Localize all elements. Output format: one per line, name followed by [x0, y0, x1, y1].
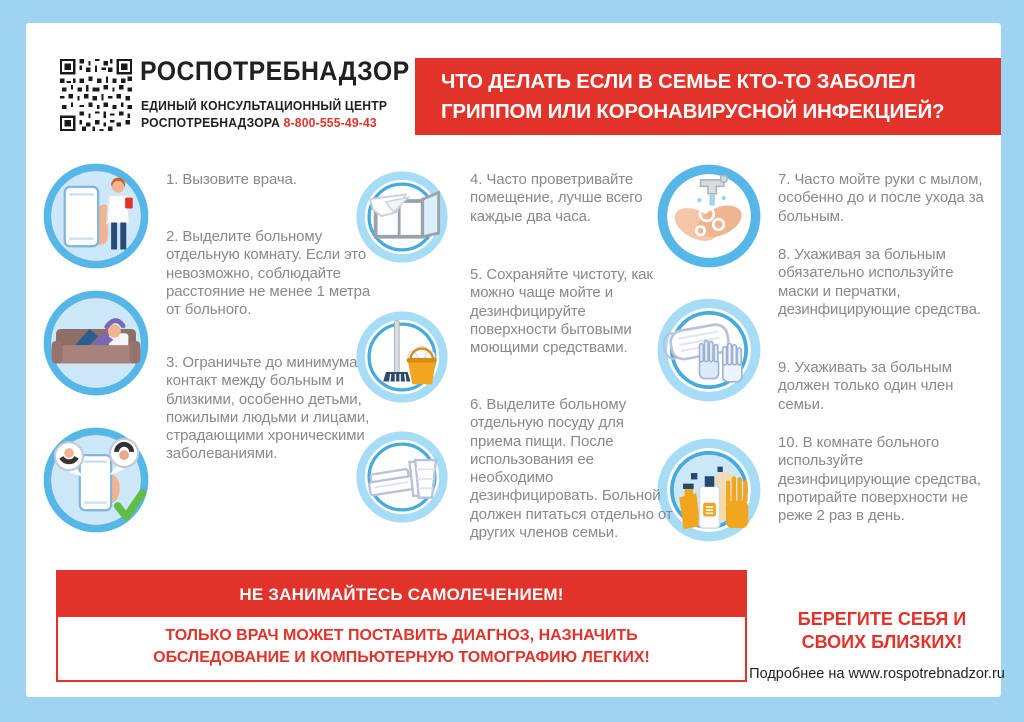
item-5-text: 5. Сохраняйте чистоту, как можно чаще мойте и дезинфицируйте поверхности бытовыми моющими средствами.: [470, 266, 653, 357]
item-4-text: 4. Часто проветривайте помещение, лучше всего каждые два часа.: [470, 171, 643, 225]
consult-center-org: РОСПОТРЕБНАДЗОРА: [141, 116, 281, 130]
org-name: РОСПОТРЕБНАДЗОР: [140, 56, 410, 86]
phone-number: 8-800-555-49-43: [283, 116, 377, 130]
item-6-text: 6. Выделите больному отдельную посуду для приема пищи. После использования ее необходимо дезинфицировать. Больной должен питаться отдельно от других членов семьи.: [470, 396, 673, 542]
warning-title: НЕ ЗАНИМАЙТЕСЬ САМОЛЕЧЕНИЕМ!: [58, 572, 745, 617]
more-info-text: Подробнее на www.rospotrebnadzor.ru: [749, 666, 1005, 682]
qr-code-icon: [60, 57, 132, 133]
item-8-text: 8. Ухаживая за больным обязательно используйте маски и перчатки, дезинфицирующие средства.: [778, 246, 981, 318]
item-1-text: 1. Вызовите врача.: [166, 171, 297, 188]
title-line2: ГРИППОМ ИЛИ КОРОНАВИРУСНОЙ ИНФЕКЦИЕЙ?: [441, 99, 945, 123]
consult-center-line2: [141, 116, 377, 130]
item-10-text: 10. В комнате больного используйте дезинфицирующие средства, протирайте поверхности не реже 2 раз в день.: [778, 434, 981, 525]
rest-at-home-icon: [42, 289, 150, 397]
item-2-text: 2. Выделите больному отдельную комнату. Если это невозможно, соблюдайте расстояние не менее 1 метра от больного.: [166, 228, 371, 319]
care-message: БЕРЕГИТЕ СЕБЯ И СВОИХ БЛИЗКИХ!: [797, 609, 967, 653]
wash-hands-icon: [656, 163, 762, 269]
consult-center-line1: ЕДИНЫЙ КОНСУЛЬТАЦИОННЫЙ ЦЕНТР: [141, 99, 388, 113]
title-line1: ЧТО ДЕЛАТЬ ЕСЛИ В СЕМЬЕ КТО-ТО ЗАБОЛЕЛ: [441, 70, 916, 94]
call-doctor-icon: [42, 162, 150, 270]
item-9-text: 9. Ухаживать за больным должен только один член семьи.: [778, 359, 954, 413]
video-call-check-icon: [42, 426, 150, 534]
warning-body: ТОЛЬКО ВРАЧ МОЖЕТ ПОСТАВИТЬ ДИАГНОЗ, НАЗНАЧИТЬ ОБСЛЕДОВАНИЕ И КОМПЬЮТЕРНУЮ ТОМОГРАФИЮ ЛЕГКИХ!: [153, 627, 650, 667]
item-3-text: 3. Ограничьте до минимума контакт между больным и близкими, особенно детьми, пожилыми людьми и лицами, страдающими хроническими заболеваниями.: [166, 354, 370, 463]
title-banner: [415, 58, 1001, 135]
poster-card: [26, 23, 1005, 697]
item-7-text: 7. Часто мойте руки с мылом, особенно до и после ухода за больным.: [778, 171, 984, 225]
warning-box: [56, 570, 747, 682]
